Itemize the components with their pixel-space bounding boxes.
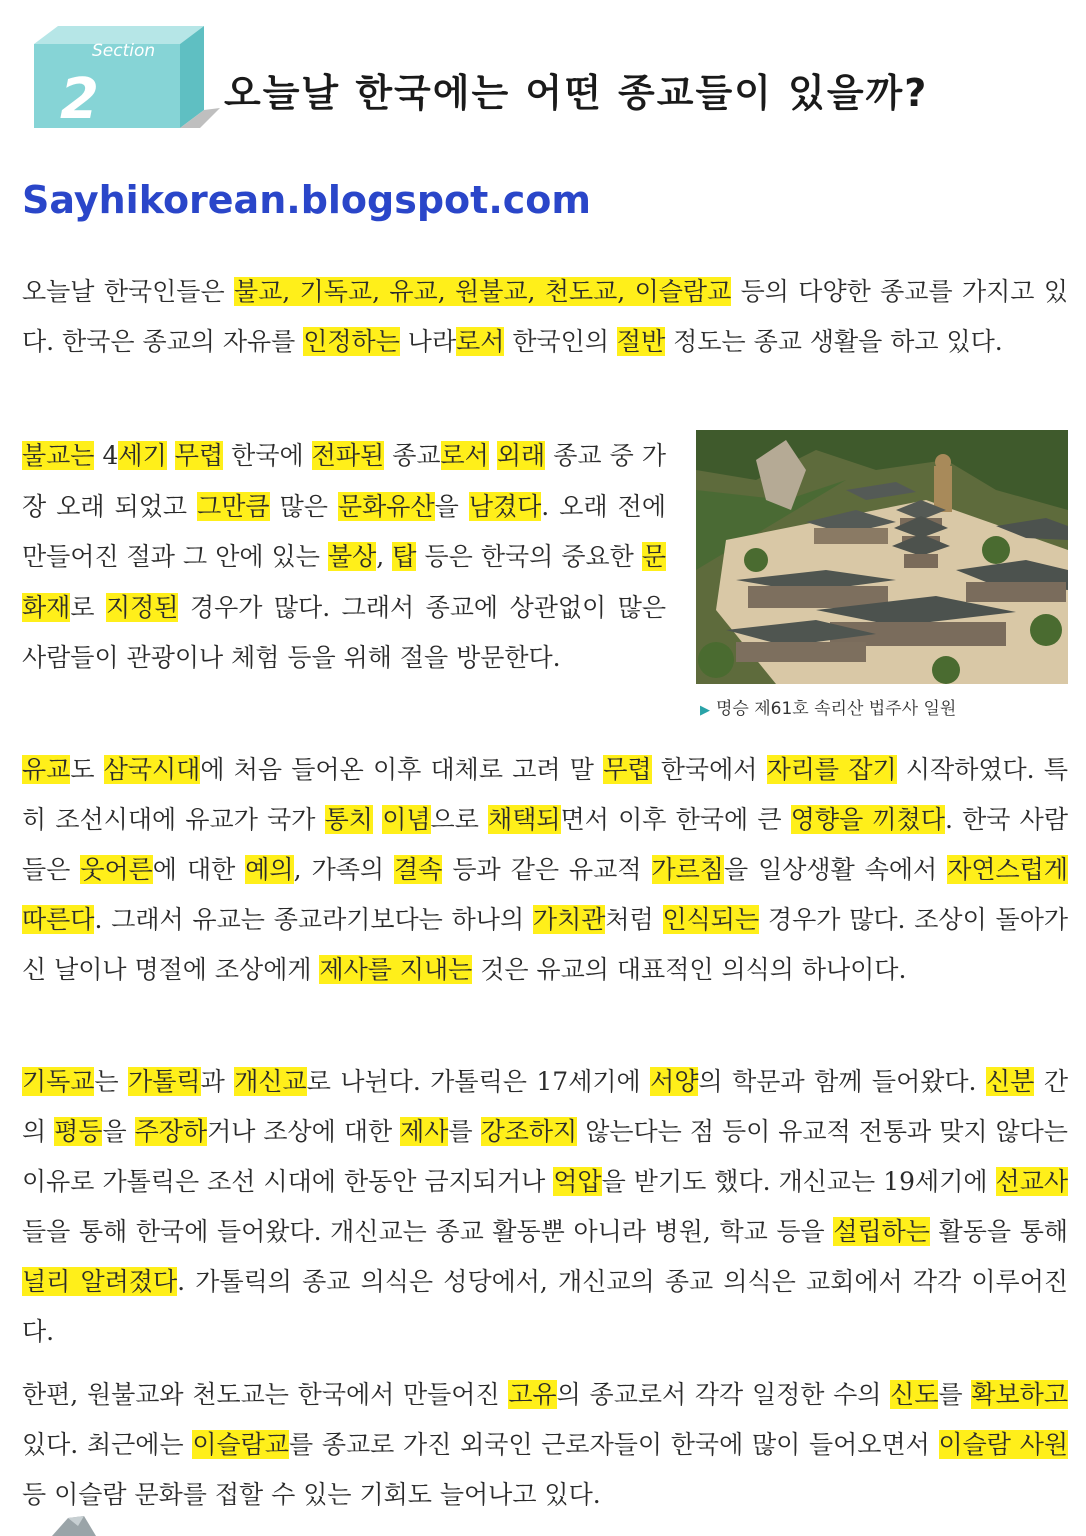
highlighted-term: 로서 <box>440 441 489 470</box>
highlighted-term: 기독교 <box>22 1067 95 1096</box>
highlighted-term: 지정된 <box>105 592 179 622</box>
text-run: 오늘날 한국인들은 <box>22 277 234 306</box>
text-run: 을 일상생활 속에서 <box>723 855 948 884</box>
highlighted-term: 강조하지 <box>480 1117 578 1146</box>
highlighted-term: 무렵 <box>603 755 652 784</box>
text-run: 시작하였다. 특히 조선시대에 유교가 국가 <box>22 755 1068 834</box>
highlighted-term: 삼국시대 <box>103 755 201 784</box>
text-run: 로 나뉜다. 가톨릭은 17세기에 <box>306 1067 651 1096</box>
highlighted-term: 문화유산 <box>338 491 435 521</box>
text-run: . 오래 전에 만들어진 절과 그 안에 있는 <box>22 491 666 571</box>
highlighted-term: 불교, 기독교, 유교, 원불교, 천도교, 이슬람교 <box>233 277 732 306</box>
highlighted-term: 가르침 <box>651 855 724 884</box>
highlighted-term: 서양 <box>650 1067 699 1096</box>
highlighted-term: 외래 <box>496 441 546 470</box>
highlighted-term: 선교사 <box>995 1167 1068 1196</box>
text-run: 간의 <box>22 1067 1068 1146</box>
text-run: 처럼 <box>605 905 663 934</box>
text-run: , 가족의 <box>293 855 395 884</box>
corner-decoration <box>44 1514 104 1536</box>
text-run: . 가톨릭의 종교 의식은 성당에서, 개신교의 종교 의식은 교회에서 각각 이루어진다. <box>22 1267 1068 1346</box>
highlighted-term: 웃어른 <box>80 855 153 884</box>
highlighted-term: 개신교 <box>234 1067 307 1096</box>
highlighted-term: 문화재 <box>22 542 666 622</box>
text-run: 을 <box>102 1117 135 1146</box>
highlighted-term: 널리 알려졌다 <box>22 1267 178 1296</box>
text-run: 의 학문과 함께 들어왔다. <box>698 1067 986 1096</box>
paragraph-other-religions <box>22 1370 1068 1520</box>
highlighted-term: 신분 <box>986 1067 1035 1096</box>
text-run: 을 <box>434 491 469 521</box>
text-run: 를 <box>938 1380 972 1409</box>
caption-marker-icon: ▶ <box>700 703 710 718</box>
text-run: . 한국 사람들은 <box>22 805 1068 884</box>
paragraph-confucianism <box>22 745 1068 995</box>
section-number: 2 <box>60 67 99 132</box>
paragraph-buddhism <box>22 431 666 684</box>
highlighted-term: 영향을 끼쳤다 <box>790 805 945 834</box>
photo-caption-text: 명승 제61호 속리산 법주사 일원 <box>716 699 957 719</box>
text-run: 한국에 <box>223 441 312 470</box>
text-run: 거나 조상에 대한 <box>207 1117 401 1146</box>
highlighted-term: 자리를 잡기 <box>766 755 897 784</box>
text-run: 4 <box>94 441 119 470</box>
paragraph-christianity <box>22 1057 1068 1357</box>
paragraph-intro <box>22 267 1068 367</box>
text-run <box>489 441 497 470</box>
highlighted-term: 확보하고 <box>971 1380 1068 1409</box>
text-run: 도 <box>70 755 104 784</box>
highlighted-term: 설립하는 <box>833 1217 930 1246</box>
section-label: Section <box>92 41 156 61</box>
highlighted-term: 억압 <box>553 1167 602 1196</box>
text-run <box>373 805 382 834</box>
highlighted-term: 가치관 <box>532 905 606 934</box>
text-run: 들을 통해 한국에 들어왔다. 개신교는 종교 활동뿐 아니라 병원, 학교 등을 <box>22 1217 834 1246</box>
photo-caption <box>700 694 956 719</box>
text-run: 를 <box>448 1117 481 1146</box>
highlighted-term: 절반 <box>616 327 666 356</box>
text-run: 종교 중 가장 오래 되었고 <box>22 441 666 521</box>
text-run: 는 <box>94 1067 129 1096</box>
watermark-url: Sayhikorean.blogspot.com <box>22 178 591 222</box>
highlighted-term: 인정하는 <box>303 327 400 356</box>
text-run: 로 <box>70 592 106 622</box>
text-run: 를 종교로 가진 외국인 근로자들이 한국에 많이 들어오면서 <box>288 1430 939 1459</box>
highlighted-term: 고유 <box>508 1380 557 1409</box>
highlighted-term: 예의 <box>245 855 294 884</box>
highlighted-term: 불교는 <box>22 441 95 470</box>
text-run: 을 받기도 했다. 개신교는 19세기에 <box>601 1167 996 1196</box>
highlighted-term: 탑 <box>392 542 417 571</box>
highlighted-term: 신도 <box>890 1380 939 1409</box>
highlighted-term: 제사 <box>400 1117 449 1146</box>
text-run: 많은 <box>269 491 338 521</box>
highlighted-term: 전파된 <box>311 441 385 470</box>
highlighted-term: 세기 <box>118 441 167 470</box>
highlighted-term: 무렵 <box>174 441 224 470</box>
text-run: 한국에서 <box>651 755 767 784</box>
text-run: . 그래서 유교는 종교라기보다는 하나의 <box>94 905 533 934</box>
text-run: 등과 같은 유교적 <box>442 855 652 884</box>
text-run: 등 이슬람 문화를 접할 수 있는 기회도 늘어나고 있다. <box>22 1480 601 1509</box>
highlighted-term: 평등 <box>54 1117 103 1146</box>
text-run: 정도는 종교 생활을 하고 있다. <box>665 327 1003 356</box>
text-run: 면서 이후 한국에 큰 <box>560 805 791 834</box>
highlighted-term: 통치 <box>324 805 373 834</box>
highlighted-term: 주장하 <box>134 1117 208 1146</box>
highlighted-term: 이념 <box>382 805 431 834</box>
highlighted-term: 유교 <box>22 755 71 784</box>
highlighted-term: 가톨릭 <box>128 1067 201 1096</box>
text-run: 으로 <box>430 805 489 834</box>
text-run: 나라 <box>399 327 457 356</box>
highlighted-term: 남겼다 <box>468 491 542 521</box>
text-run: 있다. 최근에는 <box>22 1430 193 1459</box>
text-run: 것은 유교의 대표적인 의식의 하나이다. <box>472 955 907 984</box>
page-title: 오늘날 한국에는 어떤 종교들이 있을까? <box>224 71 929 115</box>
text-run: 경우가 많다. 그래서 종교에 상관없이 많은 사람들이 관광이나 체험 등을 위해 절을 방문한다. <box>22 592 666 672</box>
highlighted-term: 이슬람교 <box>192 1430 289 1459</box>
text-run: 한편, 원불교와 천도교는 한국에서 만들어진 <box>22 1380 509 1409</box>
highlighted-term: 그만큼 <box>197 491 270 521</box>
text-run: 않는다는 점 등이 유교적 전통과 맞지 않다는 이유로 가톨릭은 조선 시대에 한동안 금지되거나 <box>22 1117 1068 1196</box>
text-run: 에 대한 <box>152 855 246 884</box>
highlighted-term: 결속 <box>394 855 443 884</box>
highlighted-term: 따른다 <box>22 905 95 934</box>
highlighted-term: 이슬람 사원 <box>938 1430 1068 1459</box>
highlighted-term: 제사를 지내는 <box>319 955 473 984</box>
text-run: 경우가 많다. 조상이 돌아가신 날이나 명절에 조상에게 <box>22 905 1068 984</box>
highlighted-term: 자연스럽게 <box>947 855 1068 884</box>
text-run: 종교 <box>384 441 441 470</box>
highlighted-term: 인식되는 <box>662 905 760 934</box>
text-run: , <box>376 542 393 571</box>
temple-photo <box>696 430 1068 684</box>
text-run: 등의 다양한 종교를 가지고 있다. 한국은 종교의 자유를 <box>22 277 1068 356</box>
highlighted-term: 로서 <box>456 327 505 356</box>
text-run: 등은 한국의 중요한 <box>416 542 642 571</box>
highlighted-term: 불상 <box>327 542 377 571</box>
highlighted-term: 채택되 <box>488 805 561 834</box>
text-run: 에 처음 들어온 이후 대체로 고려 말 <box>200 755 604 784</box>
text-run: 활동을 통해 <box>929 1217 1068 1246</box>
text-run <box>167 441 175 470</box>
section-badge <box>30 22 220 132</box>
text-run: 과 <box>200 1067 235 1096</box>
text-run: 한국인의 <box>504 327 617 356</box>
text-run: 의 종교로서 각각 일정한 수의 <box>556 1380 891 1409</box>
